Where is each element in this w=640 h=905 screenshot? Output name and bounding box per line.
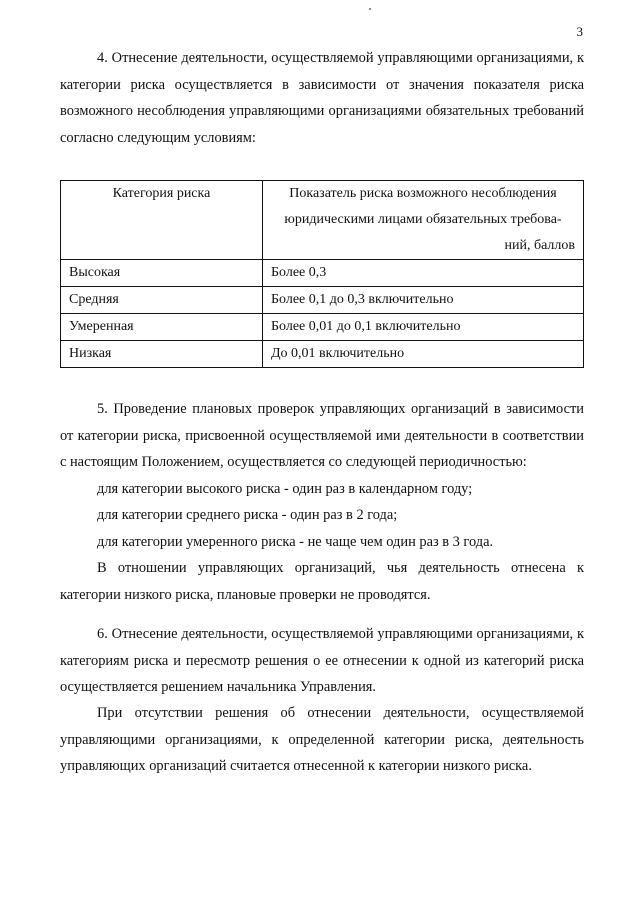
row-value: Более 0,1 до 0,3 включительно: [263, 287, 584, 314]
table-row: [61, 260, 584, 287]
list-item-high: для категории высокого риска - один раз в календарном году;: [97, 480, 473, 497]
list-item-medium: для категории среднего риска - один раз в 2 года;: [97, 507, 398, 523]
header-risk-indicator-line-2: юридическими лицами обязательных требова-: [284, 212, 562, 227]
paragraph-4: 4. Отнесение деятельности, осуществляемой управляющими организациями, к категории риска осуществляется в зависимости от значения показателя риска возможного несоблюдения управляющими организациями обязательных требований согласно следующим условиям:: [60, 50, 584, 146]
table-row: [61, 287, 584, 314]
section-6-absent: [60, 700, 584, 780]
paragraph-5-low-risk: В отношении управляющих организаций, чья деятельность отнесена к категории низкого риска, плановые проверки не проводятся.: [60, 560, 584, 603]
paragraph-6-absent: При отсутствии решения об отнесении деятельности, осуществляемой управляющими организациями, к определенной категории риска, деятельность управляющих организаций считается отнесенной к категории низкого риска.: [60, 705, 584, 774]
row-value: Более 0,3: [263, 260, 584, 287]
section-5: [60, 396, 584, 608]
header-risk-indicator: [263, 181, 584, 260]
risk-category-table: [60, 180, 584, 368]
section-4: [60, 45, 584, 151]
header-risk-indicator-line-1: Показатель риска возможного несоблюдения: [289, 186, 557, 201]
header-risk-indicator-line-3: ний, баллов: [504, 238, 575, 253]
page-number: 3: [576, 24, 583, 39]
row-value: До 0,01 включительно: [263, 341, 584, 368]
row-value: Более 0,01 до 0,1 включительно: [263, 314, 584, 341]
list-item-moderate: для категории умеренного риска - не чаще чем один раз в 3 года.: [97, 533, 494, 550]
row-category: Средняя: [61, 287, 263, 314]
paragraph-6: 6. Отнесение деятельности, осуществляемой управляющими организациями, к категориям риска и пересмотр решения о ее отнесении к одной из категорий риска осуществляется решением начальника Управления.: [60, 626, 584, 695]
table-header-row: [61, 181, 584, 260]
section-6: [60, 621, 584, 701]
table-row: [61, 341, 584, 368]
row-category: Низкая: [61, 341, 263, 368]
row-category: Умеренная: [61, 314, 263, 341]
header-risk-category: Категория риска: [61, 181, 263, 260]
scan-speck: [369, 8, 371, 10]
table-row: [61, 314, 584, 341]
row-category: Высокая: [61, 260, 263, 287]
paragraph-5: 5. Проведение плановых проверок управляющих организаций в зависимости от категории риска, присвоенной осуществляемой ими деятельности в соответствии с настоящим Положением, осуществляется со следующей периодичностью:: [60, 401, 584, 470]
